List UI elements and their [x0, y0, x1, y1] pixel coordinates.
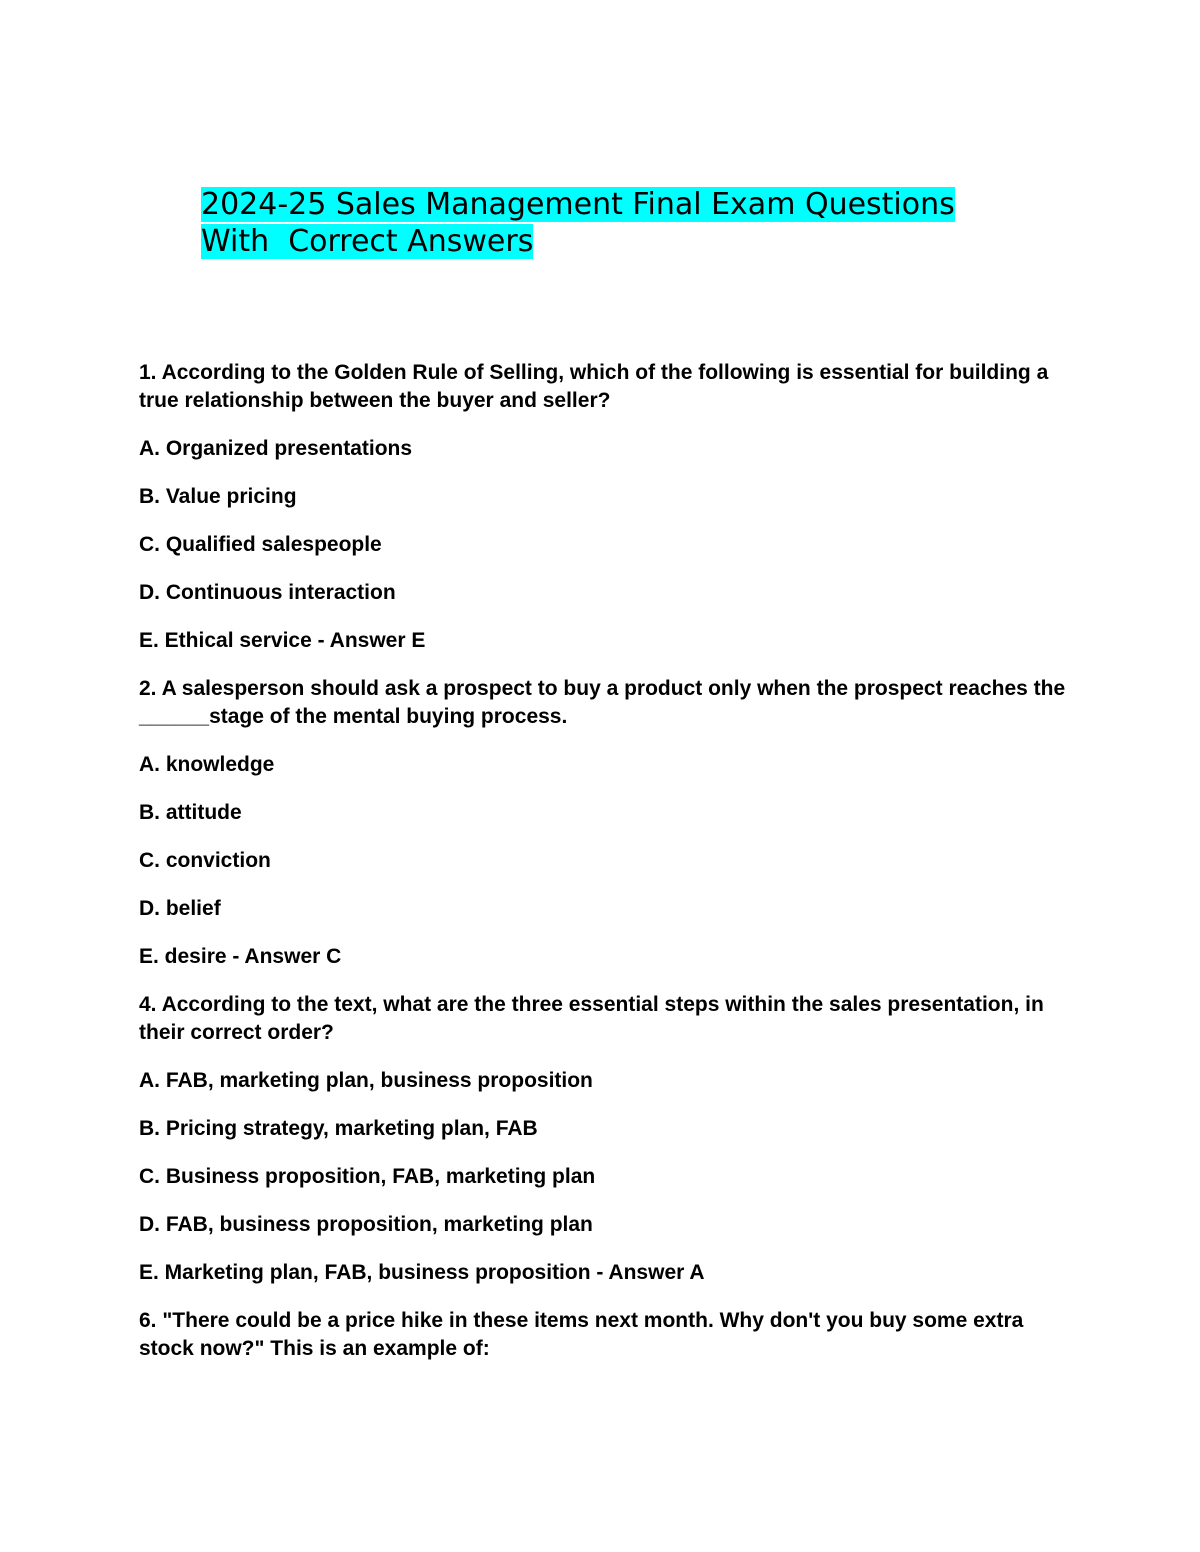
question-text: 6. "There could be a price hike in these items next month. Why don't you buy some extra stock now?" This is an example of:: [139, 1309, 1024, 1360]
question-text: 1. According to the Golden Rule of Selling, which of the following is essential for building a true relationship between the buyer and seller?: [139, 361, 1049, 412]
answer-option: A. Organized presentations: [139, 437, 413, 460]
question-text: 2. A salesperson should ask a prospect to buy a product only when the prospect reaches the ______stage of the mental buying process.: [139, 677, 1066, 728]
answer-option: B. Pricing strategy, marketing plan, FAB: [139, 1117, 538, 1140]
answer-option: B. Value pricing: [139, 485, 297, 508]
answer-option: E. Ethical service - Answer E: [139, 629, 426, 652]
document-title: [201, 186, 1001, 260]
title-line-2: With Correct Answers: [201, 224, 534, 259]
answer-option: C. conviction: [139, 849, 271, 872]
answer-option: D. FAB, business proposition, marketing plan: [139, 1213, 593, 1236]
answer-option: C. Qualified salespeople: [139, 533, 382, 556]
answer-option: A. knowledge: [139, 753, 275, 776]
answer-option: C. Business proposition, FAB, marketing plan: [139, 1165, 596, 1188]
answer-option: D. Continuous interaction: [139, 581, 396, 604]
title-line-1: 2024-25 Sales Management Final Exam Questions: [201, 187, 955, 222]
answer-option: E. Marketing plan, FAB, business proposition - Answer A: [139, 1261, 705, 1284]
question-text: 4. According to the text, what are the three essential steps within the sales presentation, in their correct order?: [139, 993, 1044, 1044]
answer-option: A. FAB, marketing plan, business proposition: [139, 1069, 593, 1092]
question-list: [139, 359, 1069, 1383]
answer-option: D. belief: [139, 897, 221, 920]
answer-option: E. desire - Answer C: [139, 945, 342, 968]
answer-option: B. attitude: [139, 801, 242, 824]
